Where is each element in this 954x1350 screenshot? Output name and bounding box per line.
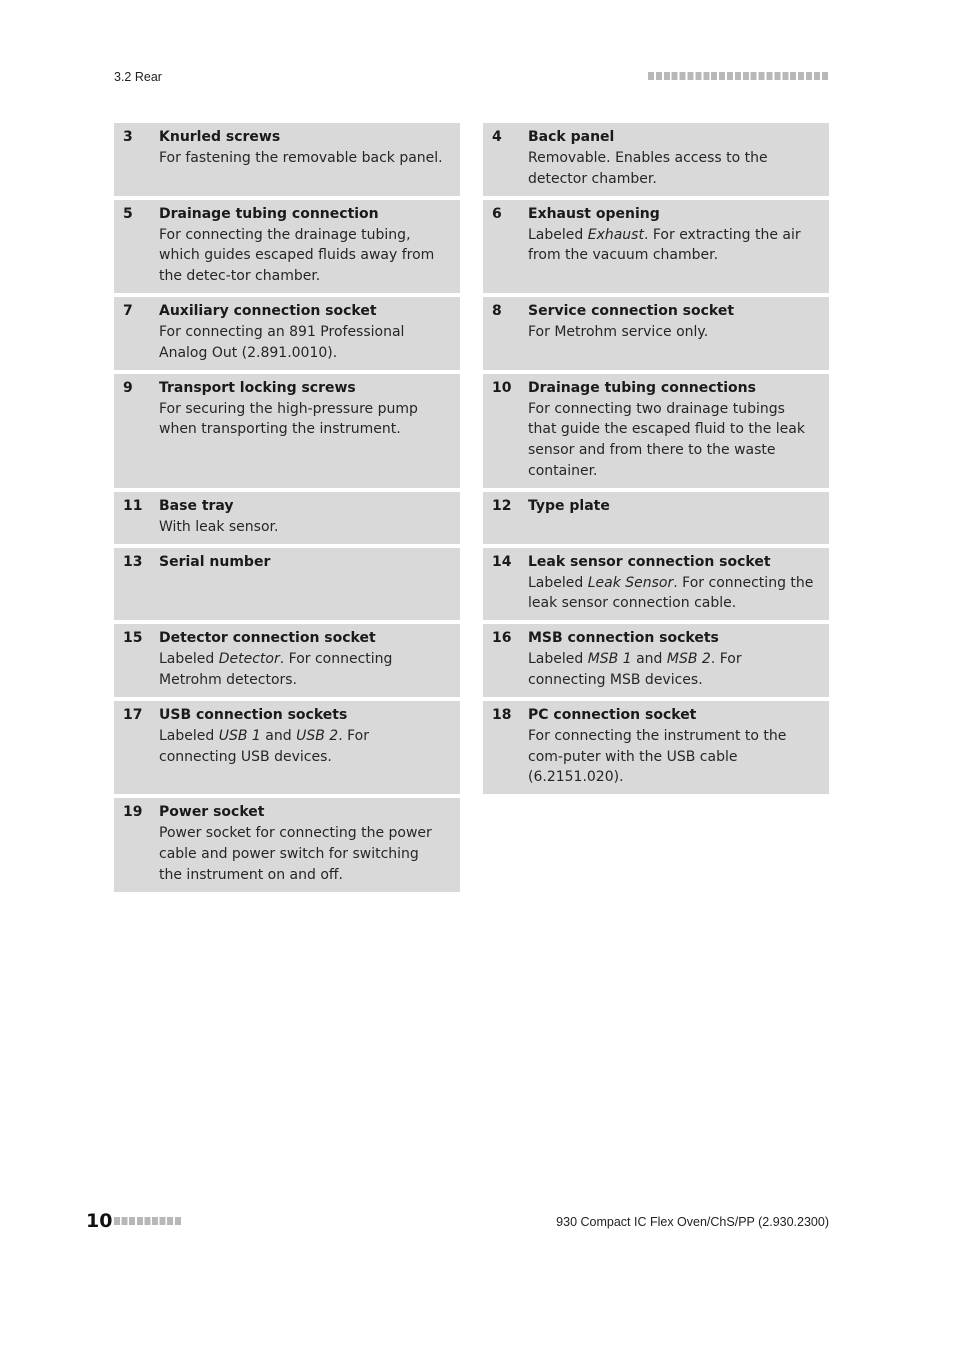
- section-header: 3.2 Rear: [114, 70, 162, 84]
- description-label-italic: Leak Sensor: [587, 574, 674, 591]
- description-label-italic: MSB 1: [587, 651, 632, 668]
- description-text: . For connecting USB devices.: [159, 727, 369, 765]
- legend-item-number: 19: [123, 804, 143, 821]
- legend-item-number: 12: [492, 497, 512, 514]
- legend-item-title: MSB connection sockets: [528, 630, 719, 647]
- description-text: and: [631, 651, 667, 668]
- description-text: Labeled: [528, 574, 588, 591]
- description-text: For connecting two drainage tubings that guide the escaped fluid to the leak sensor and from there to the waste container.: [528, 400, 805, 479]
- description-text: and: [260, 727, 297, 744]
- legend-item-6: [483, 200, 829, 293]
- legend-item-title: USB connection sockets: [159, 706, 348, 723]
- description-text: Labeled: [159, 727, 219, 744]
- description-text: . For connecting the leak sensor connection cable.: [528, 574, 814, 612]
- legend-item-number: 17: [123, 706, 143, 723]
- description-text: With leak sensor.: [159, 518, 279, 535]
- legend-item-title: Serial number: [159, 553, 271, 570]
- legend-item-19: [114, 798, 460, 891]
- legend-item-title: Base tray: [159, 497, 234, 514]
- legend-item-description: [159, 726, 446, 768]
- legend-item-title: Service connection socket: [528, 302, 735, 319]
- legend-item-7: [114, 297, 460, 370]
- legend-item-number: 14: [492, 553, 512, 570]
- legend-item-number: 11: [123, 497, 143, 514]
- description-text: Labeled: [528, 226, 588, 243]
- legend-item-16: [483, 624, 829, 697]
- legend-item-number: 10: [492, 379, 512, 396]
- legend-item-13: [114, 548, 460, 621]
- legend-item-17: [114, 701, 460, 794]
- header-decoration: [648, 72, 829, 80]
- description-text: For connecting the drainage tubing, which guides escaped fluids away from the detec-tor chamber.: [159, 226, 435, 285]
- description-text: Removable. Enables access to the detector chamber.: [528, 150, 768, 187]
- legend-item-description: [528, 148, 815, 190]
- legend-item-14: [483, 548, 829, 621]
- legend-item-title: Transport locking screws: [159, 379, 356, 396]
- description-text: For connecting the instrument to the com-puter with the USB cable (6.2151.020).: [528, 727, 787, 786]
- legend-item-title: Drainage tubing connection: [159, 205, 379, 222]
- legend-item-3: [114, 123, 460, 196]
- legend-item-title: Power socket: [159, 804, 265, 821]
- description-text: Labeled: [528, 651, 588, 668]
- description-text: For fastening the removable back panel.: [159, 150, 443, 166]
- legend-item-title: Back panel: [528, 129, 615, 145]
- description-text: Power socket for connecting the power cable and power switch for switching the instrument on and off.: [159, 825, 432, 883]
- legend-item-description: [528, 649, 815, 691]
- legend-item-description: [528, 726, 815, 788]
- legend-item-description: [159, 399, 446, 441]
- legend-item-description: [159, 649, 446, 691]
- description-text: For Metrohm service only.: [528, 323, 709, 340]
- legend-item-number: 3: [123, 129, 133, 145]
- legend-item-18: [483, 701, 829, 794]
- legend-item-description: [528, 225, 815, 267]
- legend-item-number: 6: [492, 205, 502, 222]
- description-label-italic: Detector: [218, 651, 280, 668]
- legend-item-number: 9: [123, 379, 133, 396]
- legend-item-title: Exhaust opening: [528, 205, 660, 222]
- description-text: Labeled: [159, 651, 219, 668]
- description-label-italic: Exhaust: [587, 226, 644, 243]
- description-text: . For connecting Metrohm detectors.: [159, 651, 393, 688]
- legend-item-11: [114, 492, 460, 544]
- legend-item-title: Knurled screws: [159, 129, 281, 145]
- legend-item-title: Auxiliary connection socket: [159, 302, 377, 319]
- legend-item-9: [114, 374, 460, 488]
- legend-item-title: Leak sensor connection socket: [528, 553, 771, 570]
- description-text: For securing the high-pressure pump when transporting the instrument.: [159, 400, 418, 438]
- legend-item-description: [528, 322, 815, 343]
- legend-item-description: [159, 322, 446, 364]
- legend-item-title: Detector connection socket: [159, 630, 376, 647]
- legend-item-number: 18: [492, 706, 512, 723]
- legend-item-15: [114, 624, 460, 697]
- footer-decoration: [114, 1217, 182, 1225]
- description-label-italic: USB 1: [218, 727, 261, 744]
- legend-item-title: Type plate: [528, 497, 610, 514]
- page-number: 10: [86, 1210, 113, 1232]
- legend-item-description: [159, 517, 446, 538]
- legend-item-description: [159, 148, 446, 169]
- description-label-italic: USB 2: [296, 727, 339, 744]
- legend-item-title: Drainage tubing connections: [528, 379, 756, 396]
- description-text: . For connecting MSB devices.: [528, 651, 742, 688]
- legend-item-5: [114, 200, 460, 293]
- document-title: 930 Compact IC Flex Oven/ChS/PP (2.930.2300): [556, 1215, 829, 1229]
- legend-item-number: 7: [123, 302, 133, 319]
- legend-item-description: [528, 573, 815, 615]
- legend-item-4: [483, 123, 829, 196]
- legend-item-number: 4: [492, 129, 502, 145]
- legend-item-number: 15: [123, 630, 143, 647]
- legend-table: [114, 123, 829, 896]
- legend-item-description: [159, 225, 446, 287]
- legend-item-description: [528, 399, 815, 482]
- legend-item-10: [483, 374, 829, 488]
- legend-item-number: 16: [492, 630, 512, 647]
- description-text: . For extracting the air from the vacuum chamber.: [528, 226, 801, 264]
- description-label-italic: MSB 2: [666, 651, 711, 668]
- legend-item-description: [159, 823, 446, 885]
- legend-item-12: [483, 492, 829, 544]
- legend-item-number: 8: [492, 302, 502, 319]
- description-text: For connecting an 891 Professional Analog Out (2.891.0010).: [159, 323, 405, 361]
- legend-item-number: 13: [123, 553, 143, 570]
- legend-item-8: [483, 297, 829, 370]
- legend-item-number: 5: [123, 205, 133, 222]
- legend-item-title: PC connection socket: [528, 706, 697, 723]
